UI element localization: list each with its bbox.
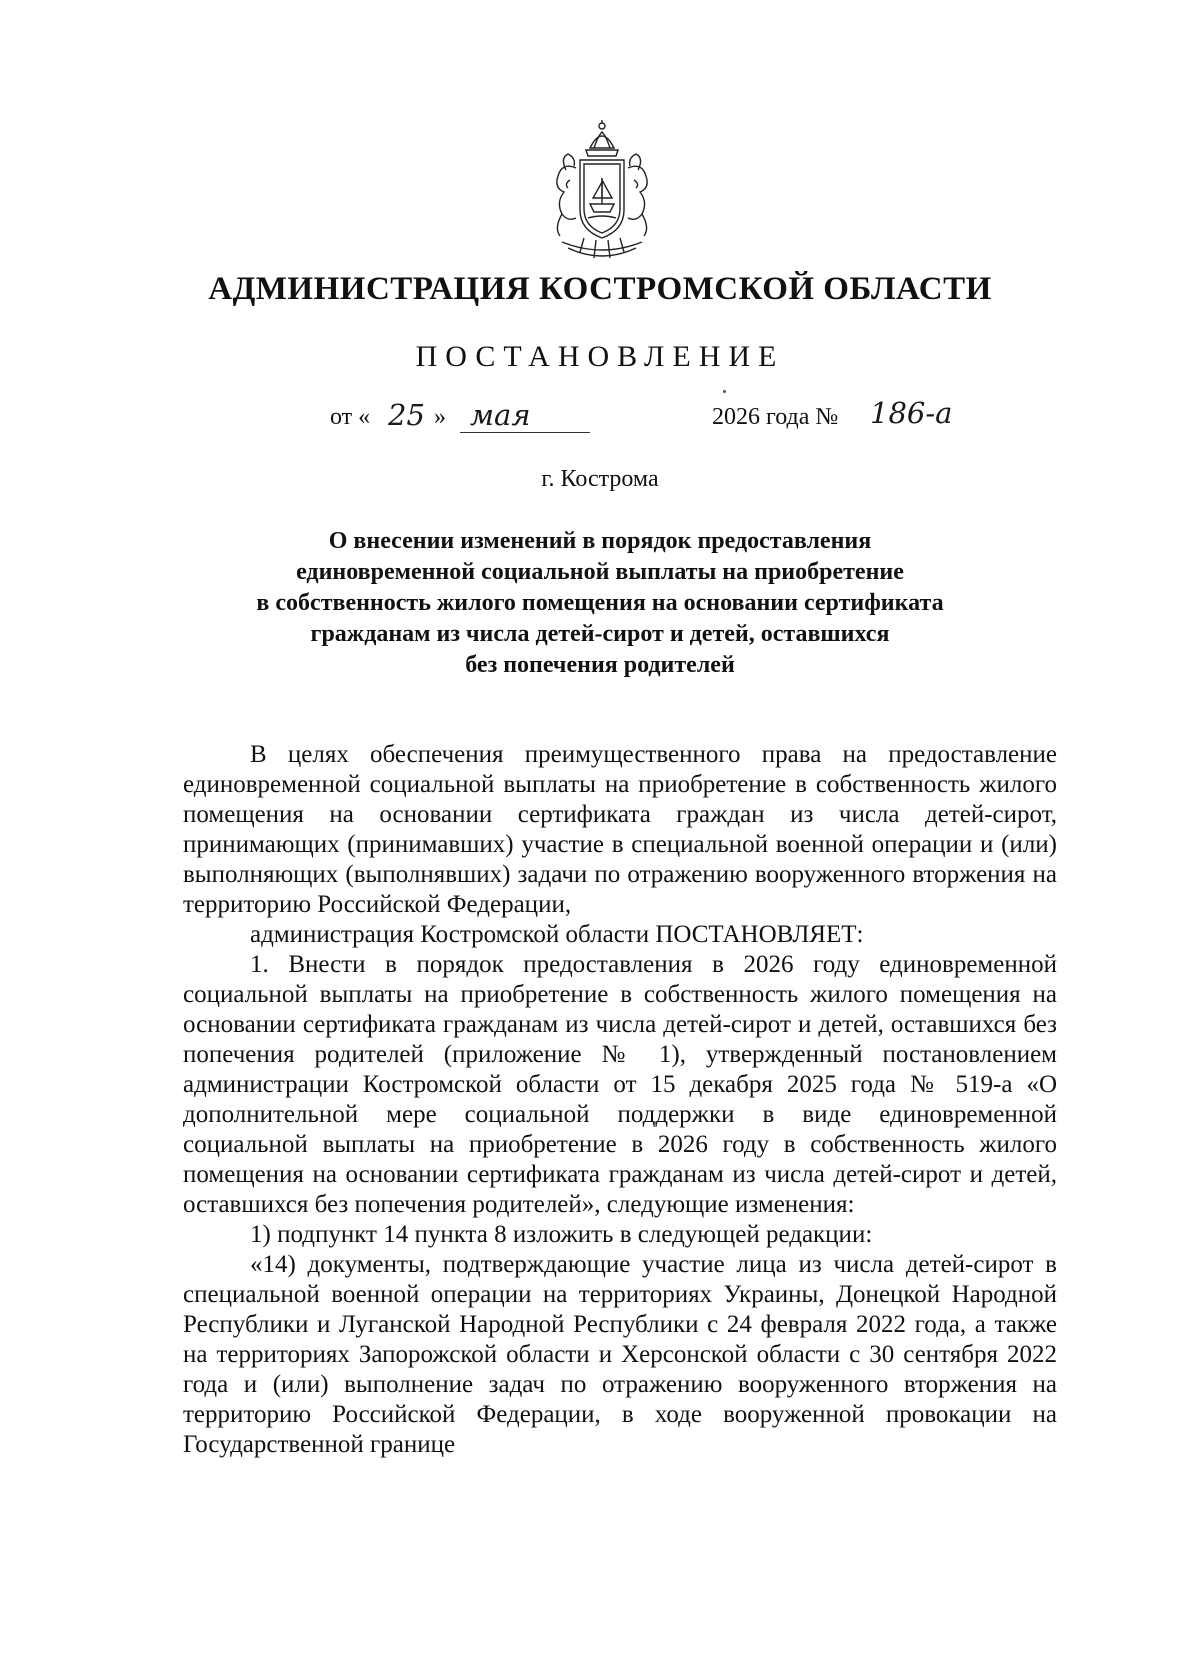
subpoint-14-paragraph: «14) документы, подтверждающие участие лица из числа детей-сирот в специальной военной операции на территориях Украины, Донецкой Народной Республики и Луганской Народной Республики с 24 февраля 2022 года, а также на территориях Запорожской области и Херсонской области с 30 сентября 2022 года и (или) выполнение задач по отражению вооруженного вторжения на территорию Российской Федерации, в ходе вооруженной провокации на Государственной границе [183,1251,1057,1458]
subject-line: в собственность жилого помещения на основании сертификата [256,590,944,616]
subject-line: гражданам из числа детей-сирот и детей, оставшихся [310,621,890,647]
mark-dot [723,390,726,393]
subject-line: без попечения родителей [465,652,735,678]
preamble-paragraph: В целях обеспечения преимущественного права на предоставление единовременной социальной выплаты на приобретение в собственность жилого помещения на основании сертификата граждан из числа детей-сирот, принимающих (принимавших) участие в специальной военной операции и (или) выполняющих (выполнявших) задачи по отражению вооруженного вторжения на территорию Российской Федерации, [183,741,1057,918]
date-number-line [0,396,1200,444]
document-number: 186-а [870,396,953,430]
year-and-number-label: 2026 года № [712,404,839,430]
month-underline [460,432,590,433]
organization-title: АДМИНИСТРАЦИЯ КОСТРОМСКОЙ ОБЛАСТИ [208,271,992,307]
date-quote-close: » [434,404,446,430]
city-label: г. Кострома [541,466,659,492]
subject-line: единовременной социальной выплаты на приобретение [296,559,904,585]
date-month: мая [470,398,531,432]
date-day: 25 [388,398,425,432]
coat-of-arms-icon [540,118,664,266]
subject-line: О внесении изменений в порядок предоставления [328,528,872,554]
date-prefix: от « [330,404,371,430]
item-1-paragraph: 1. Внести в порядок предоставления в 2026 году единовременной социальной выплаты на приобретение в собственность жилого помещения на основании сертификата гражданам из числа детей-сирот и детей, оставшихся без попечения родителей (приложение № 1), утвержденный постановлением администрации Костромской области от 15 декабря 2025 года № 519-а «О дополнительной мере социальной поддержки в виде единовременной социальной выплаты на приобретение в 2026 году в собственность жилого помещения на основании сертификата гражданам из числа детей-сирот и детей, оставшихся без попечения родителей», следующие изменения: [183,951,1057,1218]
document-subject [180,526,1020,681]
subitem-1-paragraph: 1) подпункт 14 пункта 8 изложить в следующей редакции: [250,1221,873,1248]
resolution-paragraph: администрация Костромской области ПОСТАНОВЛЯЕТ: [250,921,864,948]
document-body [183,740,1057,1460]
document-type: ПОСТАНОВЛЕНИЕ [415,340,785,373]
